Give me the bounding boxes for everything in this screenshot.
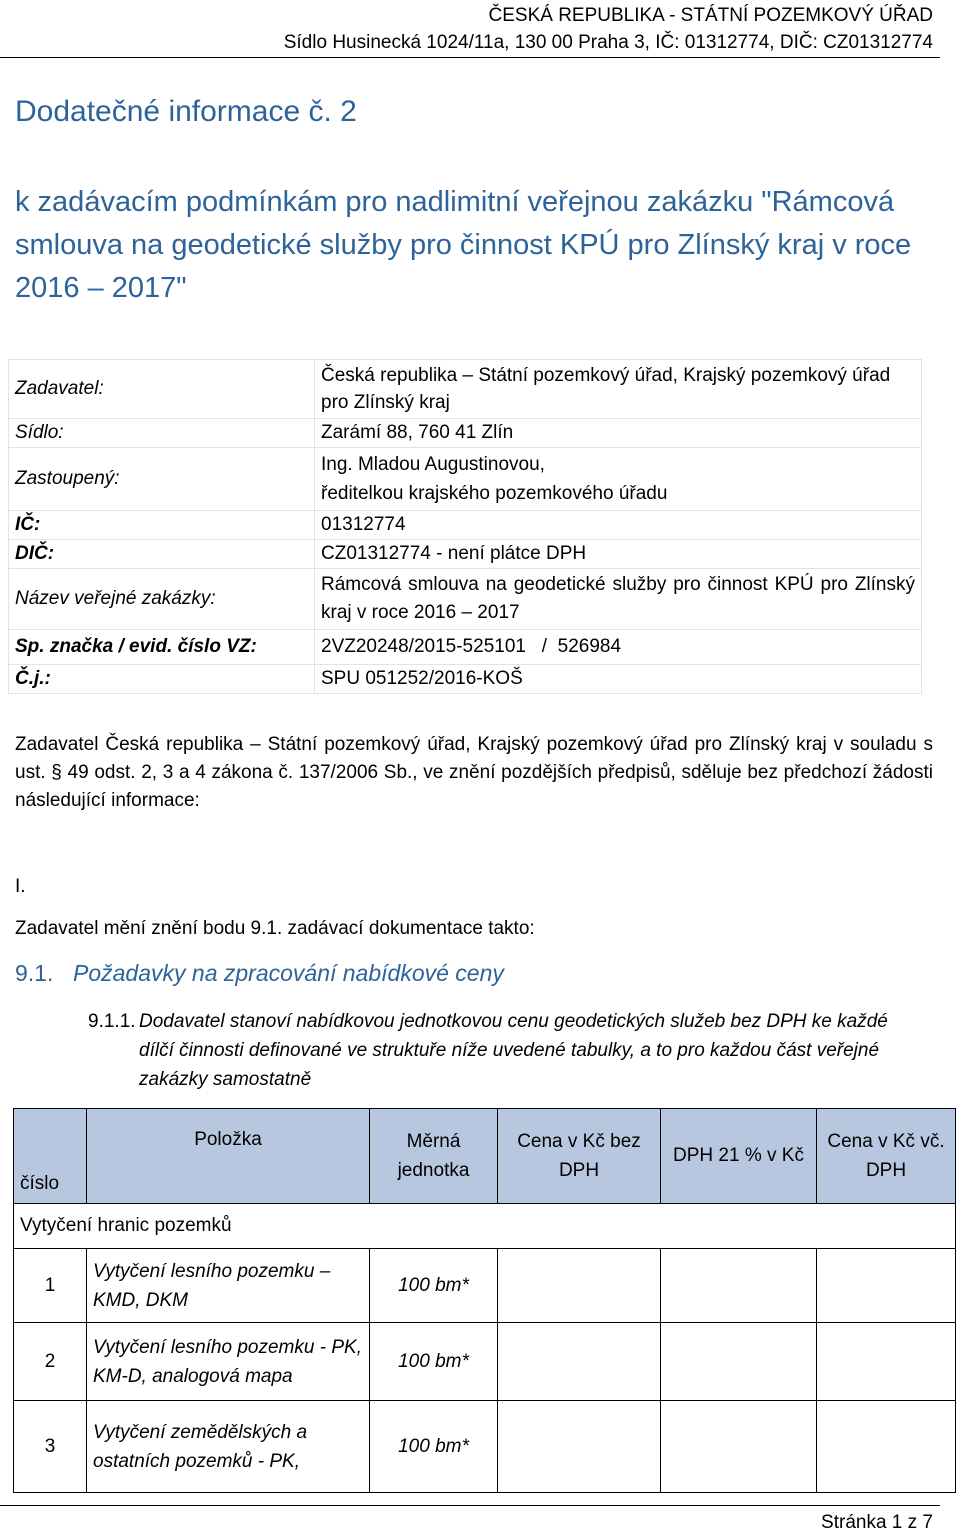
info-label: Sídlo:	[9, 419, 315, 448]
info-label: Zastoupený:	[9, 448, 315, 511]
info-row-zadavatel	[9, 360, 922, 419]
info-row-nazev	[9, 569, 922, 630]
dic-label: DIČ:	[15, 543, 55, 564]
group-label: Vytyčení hranic pozemků	[14, 1204, 956, 1249]
header-address: Sídlo Husinecká 1024/11a, 130 00 Praha 3, IČ: 01312774, DIČ: CZ01312774	[283, 32, 933, 53]
info-value: Česká republika – Státní pozemkový úřad, Krajský pozemkový úřad pro Zlínský kraj	[315, 360, 922, 419]
representative-name: Ing. Mladou Augustinovou,	[321, 454, 545, 475]
row-cena-vc-dph	[817, 1249, 956, 1323]
document-subtitle: k zadávacím podmínkám pro nadlimitní veřejnou zakázku "Rámcová smlouva na geodetické služby pro činnost KPÚ pro Zlínský kraj v roce 2016 – 2017"	[15, 186, 912, 304]
info-row-zastoupeny	[9, 448, 922, 511]
roman-numeral: I.	[15, 876, 26, 897]
row-number: 2	[14, 1323, 87, 1401]
info-label: Zadavatel:	[9, 360, 315, 419]
section-title: Požadavky na zpracování nabídkové ceny	[73, 960, 504, 986]
info-value: CZ01312774 - není plátce DPH	[315, 540, 922, 569]
znacka-label-bold: Sp. značka / evid.	[15, 636, 173, 657]
row-cena-bez-dph	[498, 1401, 661, 1493]
row-dph	[661, 1401, 817, 1493]
row-merna-jednotka: 100 bm*	[370, 1401, 498, 1493]
header-rule	[0, 57, 940, 58]
info-value: 01312774	[315, 511, 922, 540]
header-office: ČESKÁ REPUBLIKA - STÁTNÍ POZEMKOVÝ ÚŘAD	[488, 5, 933, 26]
price-table	[13, 1108, 956, 1493]
representative-role: ředitelkou krajského pozemkového úřadu	[321, 483, 668, 504]
row-cena-vc-dph	[817, 1323, 956, 1401]
item-9-1-1	[88, 1007, 928, 1094]
row-dph	[661, 1249, 817, 1323]
footer-rule	[0, 1505, 940, 1506]
change-note: Zadavatel mění znění bodu 9.1. zadávací dokumentace takto:	[15, 918, 535, 939]
info-value: Zarámí 88, 760 41 Zlín	[315, 419, 922, 448]
section-number: 9.1.	[15, 960, 54, 986]
item-text-line1: Dodavatel stanoví nabídkovou jednotkovou cenu geodetických služeb bez DPH ke každé	[139, 1011, 888, 1032]
document-title: Dodatečné informace č. 2	[15, 95, 357, 128]
info-label	[9, 665, 315, 694]
contracting-info-table	[8, 359, 922, 694]
row-number: 3	[14, 1401, 87, 1493]
info-value: 2VZ20248/2015-525101 / 526984	[315, 630, 922, 665]
info-label	[9, 511, 315, 540]
row-polozka: Vytyčení lesního pozemku – KMD, DKM	[87, 1249, 370, 1323]
info-value	[315, 448, 922, 511]
header-merna-jednotka: Měrná jednotka	[370, 1109, 498, 1204]
cj-label: Č.j.:	[15, 668, 51, 689]
info-row-ic	[9, 511, 922, 540]
page-header	[284, 2, 933, 56]
info-value: Rámcová smlouva na geodetické služby pro činnost KPÚ pro Zlínský kraj v roce 2016 – 2017	[315, 569, 922, 630]
znacka-label-italic: číslo VZ:	[172, 636, 257, 657]
row-merna-jednotka: 100 bm*	[370, 1323, 498, 1401]
info-value: SPU 051252/2016-KOŠ	[315, 665, 922, 694]
row-cena-bez-dph	[498, 1323, 661, 1401]
page-number: Stránka 1 z 7	[821, 1512, 933, 1533]
header-cislo: číslo	[14, 1109, 87, 1204]
info-label	[9, 630, 315, 665]
item-number: 9.1.1.	[88, 1011, 136, 1032]
section-heading	[15, 960, 504, 987]
table-row	[14, 1401, 956, 1493]
item-text-rest: dílčí činnosti definované ve struktuře níže uvedené tabulky, a to pro každou část veřejné zakázky samostatně	[139, 1040, 880, 1090]
info-row-dic	[9, 540, 922, 569]
ic-label: IČ:	[15, 514, 41, 535]
price-table-header	[14, 1109, 956, 1204]
info-row-sidlo	[9, 419, 922, 448]
info-label	[9, 540, 315, 569]
header-dph: DPH 21 % v Kč	[661, 1109, 817, 1204]
group-row	[14, 1204, 956, 1249]
info-label: Název veřejné zakázky:	[9, 569, 315, 630]
info-row-znacka	[9, 630, 922, 665]
row-number: 1	[14, 1249, 87, 1323]
row-cena-bez-dph	[498, 1249, 661, 1323]
row-dph	[661, 1323, 817, 1401]
row-merna-jednotka: 100 bm*	[370, 1249, 498, 1323]
table-row	[14, 1323, 956, 1401]
header-cena-bez-dph: Cena v Kč bez DPH	[498, 1109, 661, 1204]
header-cena-vc-dph: Cena v Kč vč. DPH	[817, 1109, 956, 1204]
intro-paragraph: Zadavatel Česká republika – Státní pozemkový úřad, Krajský pozemkový úřad pro Zlínský kraj v souladu s ust. § 49 odst. 2, 3 a 4 zákona č. 137/2006 Sb., ve znění pozdějších předpisů, sděluje bez předchozí žádosti následující informace:	[15, 734, 933, 811]
row-polozka: Vytyčení zemědělských a ostatních pozemků - PK,	[87, 1401, 370, 1493]
table-row	[14, 1249, 956, 1323]
header-polozka: Položka	[87, 1109, 370, 1204]
info-row-cj	[9, 665, 922, 694]
row-cena-vc-dph	[817, 1401, 956, 1493]
row-polozka: Vytyčení lesního pozemku - PK, KM-D, analogová mapa	[87, 1323, 370, 1401]
